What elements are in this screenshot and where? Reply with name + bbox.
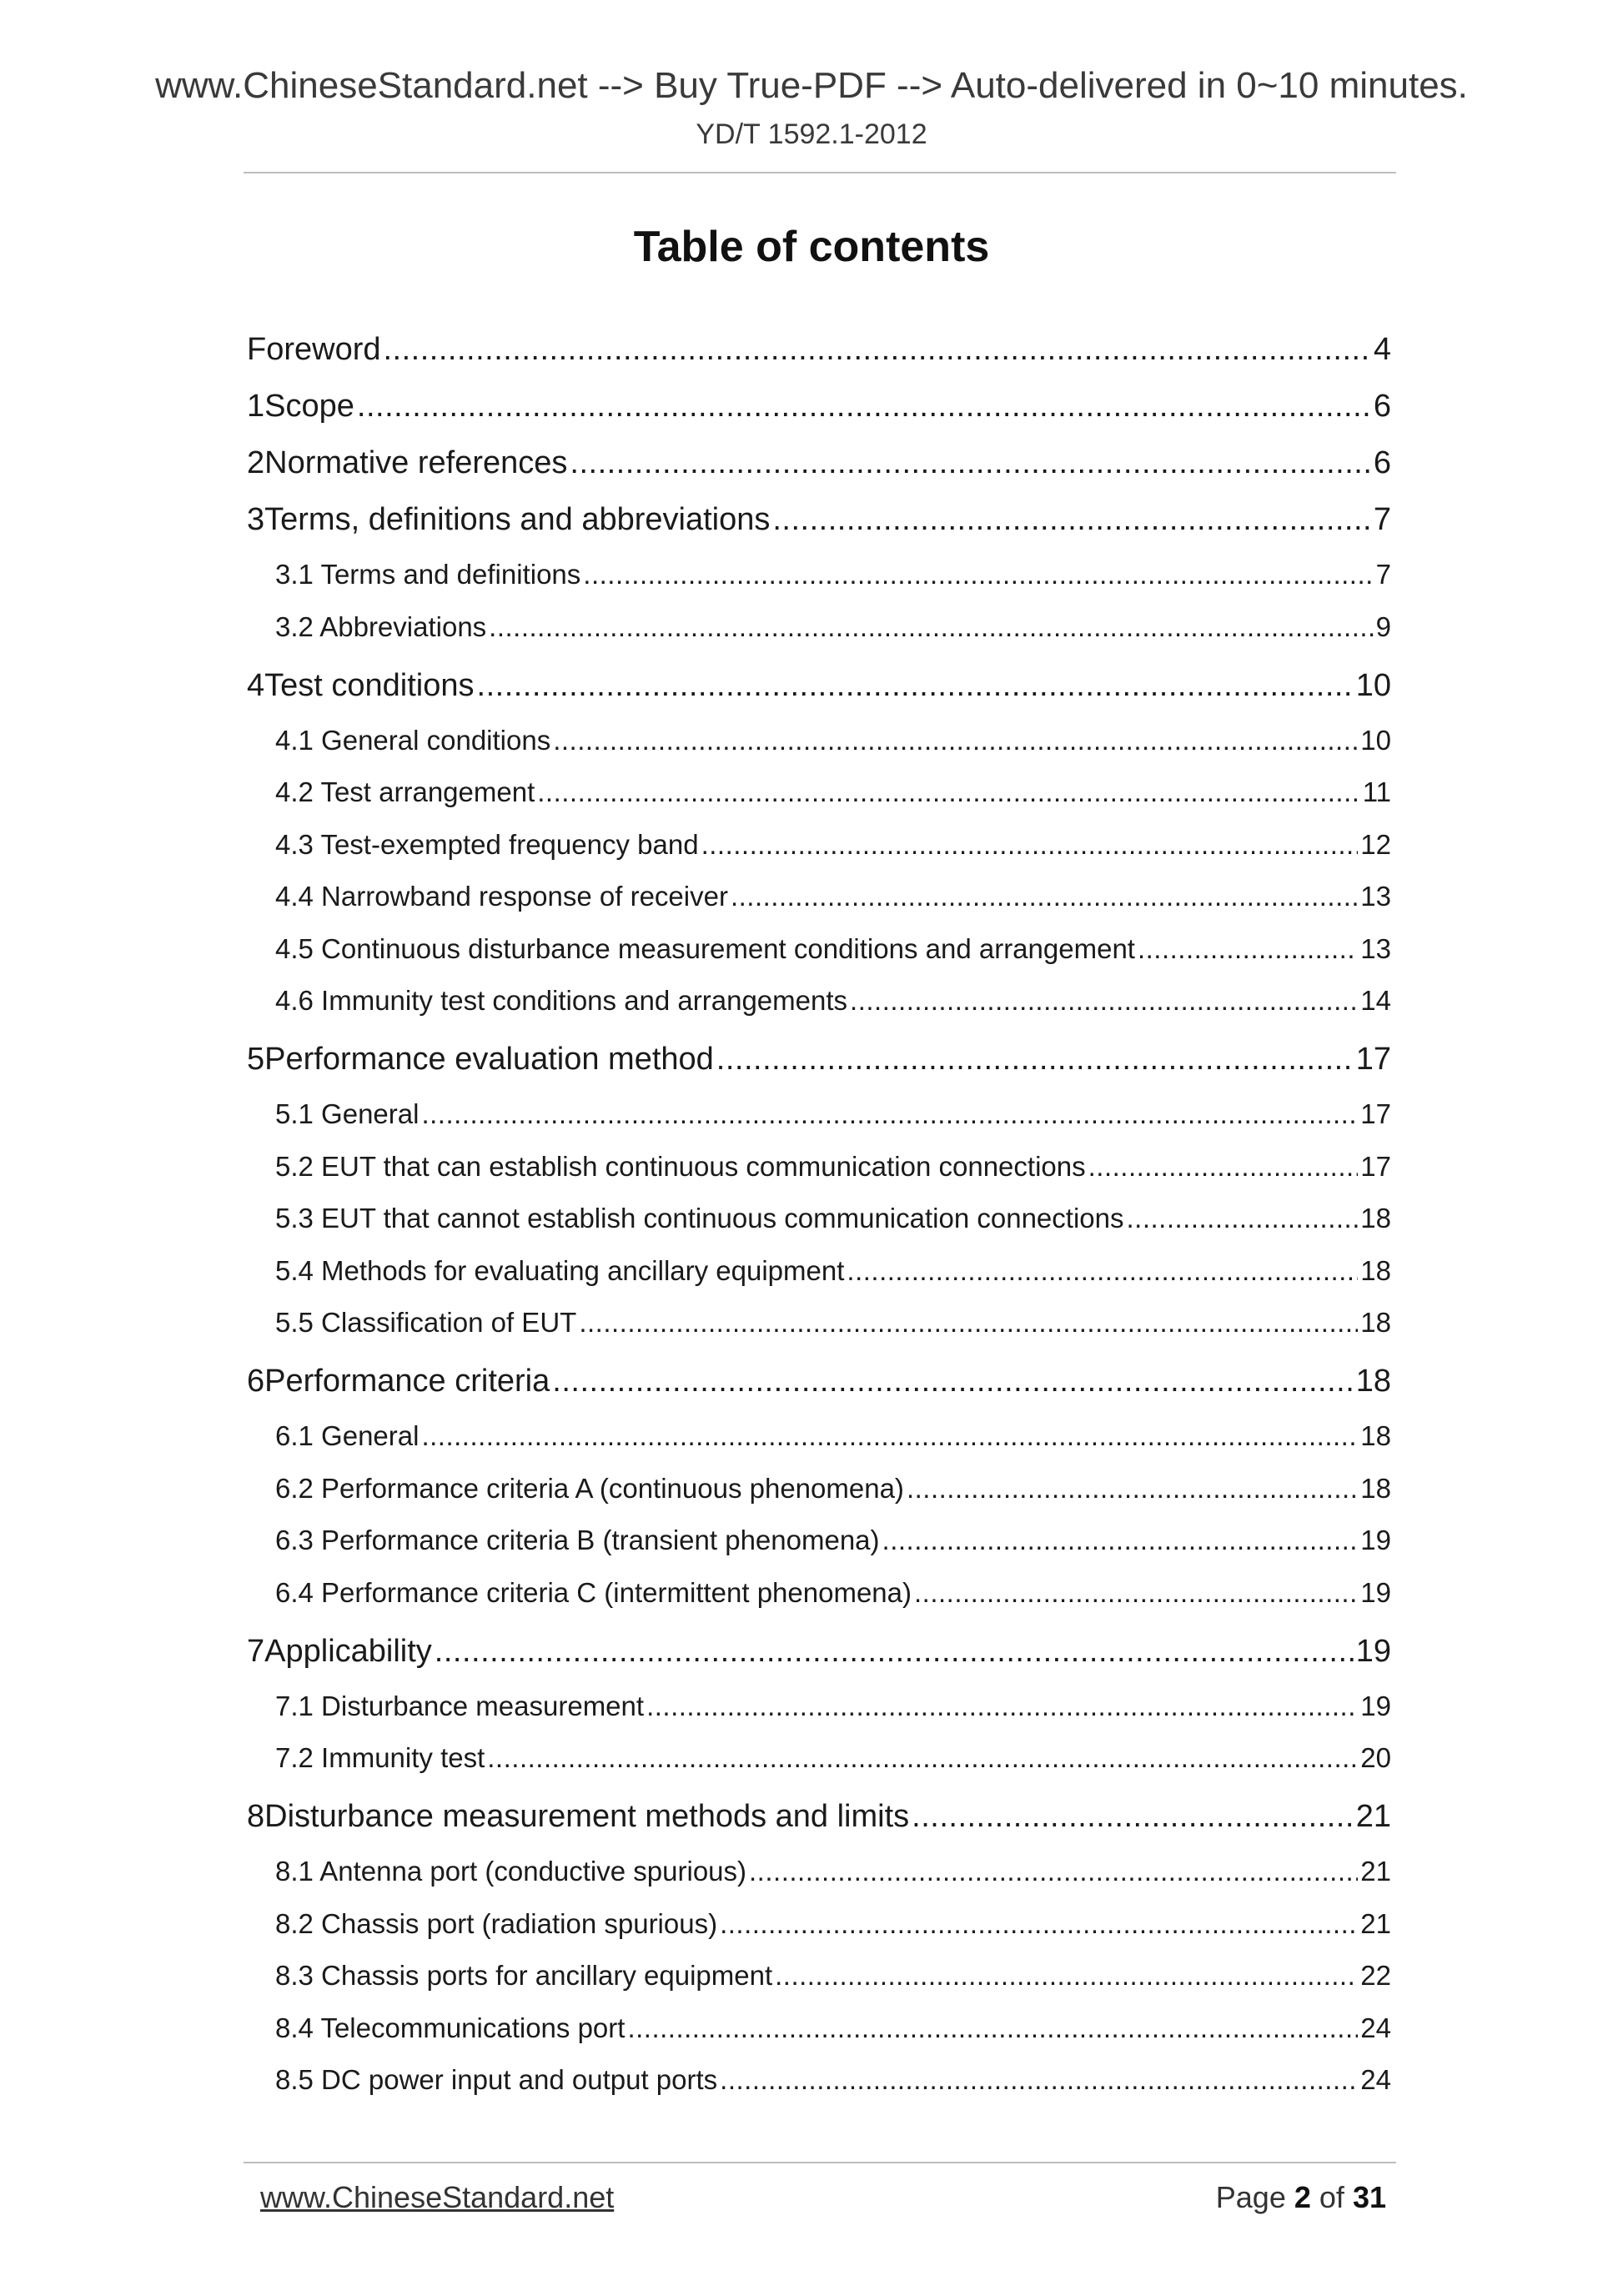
toc-entry-number: 8	[247, 1799, 265, 1834]
toc-leader-dots	[552, 1364, 1353, 1399]
toc-entry-page: 17	[1360, 1098, 1391, 1129]
toc-leader-dots	[583, 559, 1373, 590]
page-number	[1216, 2180, 1386, 2215]
toc-entry-page: 24	[1360, 2012, 1391, 2043]
toc-entry-label: Terms, definitions and abbreviations	[264, 502, 771, 537]
toc-leader-dots	[1088, 1151, 1359, 1183]
toc-entry[interactable]	[247, 2012, 1391, 2044]
toc-leader-dots	[701, 829, 1359, 861]
toc-entry[interactable]	[247, 1960, 1391, 1992]
toc-leader-dots	[537, 776, 1359, 808]
toc-entry[interactable]	[247, 829, 1391, 861]
toc-entry-page: 7	[1375, 559, 1391, 590]
toc-leader-dots	[477, 668, 1354, 704]
toc-entry[interactable]	[247, 1577, 1391, 1609]
toc-entry-page: 21	[1360, 1907, 1391, 1939]
toc-entry[interactable]	[247, 881, 1391, 912]
toc-entry-page: 18	[1360, 1203, 1391, 1233]
toc-entry-page: 18	[1360, 1420, 1391, 1451]
toc-leader-dots	[1138, 933, 1358, 965]
footer-website-link[interactable]: www.ChineseStandard.net	[260, 2180, 615, 2214]
toc-entry-page: 19	[1360, 1525, 1391, 1555]
toc-entry-page: 20	[1360, 1742, 1391, 1773]
toc-entry-page: 18	[1355, 1364, 1391, 1399]
toc-leader-dots	[847, 1255, 1358, 1287]
toc-entry-page: 7	[1373, 502, 1391, 537]
toc-entry-number: 5	[247, 1042, 265, 1077]
page-of: of	[1319, 2180, 1344, 2214]
toc-entry[interactable]	[247, 725, 1391, 756]
toc-leader-dots	[579, 1307, 1358, 1339]
toc-entry-label: 4.2 Test arrangement	[275, 776, 535, 807]
toc-leader-dots	[716, 1042, 1354, 1078]
toc-entry[interactable]	[247, 1098, 1391, 1130]
toc-entry-label: 8.4 Telecommunications port	[275, 2012, 626, 2043]
toc-entry-page: 14	[1360, 985, 1391, 1016]
toc-entry-label: 5.2 EUT that can establish continuous communication connections	[275, 1150, 1086, 1182]
toc-leader-dots	[749, 1856, 1358, 1887]
toc-entry-page: 18	[1360, 1254, 1391, 1286]
toc-entry-page: 19	[1360, 1576, 1391, 1608]
toc-leader-dots	[570, 445, 1370, 481]
toc-entry-page: 19	[1360, 1690, 1391, 1721]
toc-entry[interactable]	[247, 776, 1391, 808]
toc-entry[interactable]	[247, 389, 1391, 425]
toc-leader-dots	[384, 332, 1371, 368]
toc-entry[interactable]	[247, 502, 1391, 538]
toc-entry-label: 4.4 Narrowband response of receiver	[275, 881, 728, 912]
toc-entry-number: 2	[247, 445, 265, 480]
toc-entry-label: Performance criteria	[264, 1364, 550, 1399]
page-title: Table of contents	[633, 223, 990, 271]
toc-leader-dots	[912, 1799, 1354, 1835]
toc-entry-label: 6.3 Performance criteria B (transient phenomena)	[275, 1525, 880, 1555]
toc-entry-number: 3	[247, 502, 265, 537]
toc-entry-page: 6	[1373, 445, 1391, 480]
toc-entry-label: 5.3 EUT that cannot establish continuous communication connections	[275, 1203, 1124, 1233]
toc-entry-number: 1	[247, 389, 265, 424]
toc-entry[interactable]	[247, 933, 1391, 965]
toc-entry-page: 4	[1373, 332, 1391, 367]
toc-entry[interactable]	[247, 1908, 1391, 1940]
toc-leader-dots	[731, 881, 1358, 912]
header-divider	[244, 172, 1396, 173]
toc-entry[interactable]	[247, 1742, 1391, 1774]
toc-entry[interactable]	[247, 1203, 1391, 1234]
toc-leader-dots	[850, 985, 1358, 1017]
toc-leader-dots	[553, 725, 1358, 756]
toc-entry[interactable]	[247, 2064, 1391, 2096]
page-total: 31	[1352, 2180, 1386, 2214]
toc-entry-page: 13	[1360, 932, 1391, 964]
toc-entry[interactable]	[247, 1255, 1391, 1287]
toc-leader-dots	[435, 1634, 1354, 1670]
toc-entry-label: 8.2 Chassis port (radiation spurious)	[275, 1907, 718, 1939]
toc-entry-label: Applicability	[264, 1633, 432, 1669]
toc-entry-page: 10	[1360, 724, 1391, 756]
toc-leader-dots	[627, 2012, 1358, 2044]
toc-entry-label: 6.1 General	[275, 1420, 420, 1451]
toc-entry-number: 6	[247, 1364, 265, 1399]
page-label: Page	[1215, 2180, 1286, 2214]
toc-leader-dots	[1127, 1203, 1359, 1234]
toc-entry[interactable]	[247, 1042, 1391, 1078]
toc-entry[interactable]	[247, 1420, 1391, 1452]
toc-entry-label: Performance evaluation method	[264, 1042, 714, 1077]
toc-entry-page: 22	[1360, 1960, 1391, 1991]
toc-entry[interactable]	[247, 1364, 1391, 1399]
toc-leader-dots	[914, 1577, 1358, 1609]
toc-entry-label: 7.2 Immunity test	[275, 1742, 485, 1773]
toc-leader-dots	[646, 1691, 1358, 1722]
toc-entry-label: Scope	[264, 389, 354, 424]
toc-entry-label: 7.1 Disturbance measurement	[275, 1690, 645, 1721]
toc-entry[interactable]	[247, 1856, 1391, 1887]
toc-entry[interactable]	[247, 559, 1391, 590]
toc-entry[interactable]	[247, 1525, 1391, 1556]
toc-entry-page: 21	[1360, 1856, 1391, 1887]
toc-entry-label: 5.5 Classification of EUT	[275, 1307, 577, 1338]
toc-entry-label: 3.1 Terms and definitions	[275, 559, 581, 590]
toc-leader-dots	[489, 611, 1373, 643]
page-current: 2	[1294, 2180, 1311, 2214]
toc-entry-label: 5.1 General	[275, 1098, 420, 1129]
toc-entry[interactable]	[247, 332, 1391, 368]
toc-entry-label: 8.3 Chassis ports for ancillary equipment	[275, 1960, 773, 1991]
toc-entry-page: 19	[1355, 1633, 1391, 1669]
toc-entry[interactable]	[247, 668, 1391, 704]
toc-entry-label: Foreword	[247, 332, 381, 367]
toc-entry[interactable]	[247, 1307, 1391, 1339]
toc-leader-dots	[357, 389, 1371, 425]
toc-entry-label: 6.4 Performance criteria C (intermittent phenomena)	[275, 1576, 912, 1608]
toc-entry-label: 3.2 Abbreviations	[275, 610, 487, 642]
toc-leader-dots	[907, 1473, 1358, 1505]
toc-entry-page: 17	[1355, 1042, 1391, 1077]
toc-entry[interactable]	[247, 611, 1391, 643]
toc-leader-dots	[720, 2064, 1358, 2096]
toc-entry-number: 4	[247, 667, 265, 703]
footer-divider	[244, 2162, 1396, 2163]
toc-entry-page: 10	[1355, 667, 1391, 703]
toc-entry-page: 12	[1360, 828, 1391, 860]
toc-leader-dots	[772, 502, 1371, 538]
toc-leader-dots	[421, 1420, 1358, 1452]
toc-entry-page: 18	[1360, 1307, 1391, 1338]
toc-entry-page: 24	[1360, 2064, 1391, 2095]
header-banner: www.ChineseStandard.net --> Buy True-PDF --> Auto-delivered in 0~10 minutes.	[155, 65, 1468, 106]
toc-entry[interactable]	[247, 1473, 1391, 1505]
toc-entry-label: 6.2 Performance criteria A (continuous phenomena)	[275, 1472, 904, 1504]
toc-leader-dots	[882, 1525, 1359, 1556]
toc-entry[interactable]	[247, 445, 1391, 481]
toc-entry-label: 4.1 General conditions	[275, 724, 551, 756]
toc-leader-dots	[487, 1742, 1358, 1774]
toc-entry-page: 17	[1360, 1150, 1391, 1182]
toc-entry-label: 8.1 Antenna port (conductive spurious)	[275, 1856, 747, 1887]
toc-entry-label: 5.4 Methods for evaluating ancillary equipment	[275, 1254, 845, 1286]
toc-entry[interactable]	[247, 985, 1391, 1017]
toc-entry-page: 13	[1360, 881, 1391, 912]
toc-entry-label: Test conditions	[264, 667, 475, 703]
toc-entry-label: Normative references	[264, 445, 568, 480]
toc-leader-dots	[775, 1960, 1358, 1992]
toc-leader-dots	[421, 1098, 1358, 1130]
toc-entry-label: 4.3 Test-exempted frequency band	[275, 828, 699, 860]
toc-entry-page: 9	[1375, 610, 1391, 642]
toc-entry-page: 21	[1355, 1799, 1391, 1834]
toc-leader-dots	[720, 1908, 1358, 1940]
toc-entry[interactable]	[247, 1151, 1391, 1183]
standard-code: YD/T 1592.1-2012	[696, 118, 927, 150]
toc-entry[interactable]	[247, 1691, 1391, 1722]
toc-entry-label: 4.5 Continuous disturbance measurement conditions and arrangement	[275, 932, 1135, 964]
toc-entry-label: 4.6 Immunity test conditions and arrangements	[275, 985, 848, 1016]
toc-entry-number: 7	[247, 1633, 265, 1669]
toc-entry-page: 11	[1362, 776, 1391, 807]
toc-entry-label: 8.5 DC power input and output ports	[275, 2064, 718, 2095]
toc-entry[interactable]	[247, 1799, 1391, 1835]
toc-entry-label: Disturbance measurement methods and limits	[264, 1799, 910, 1834]
toc-entry-page: 6	[1373, 389, 1391, 424]
toc-entry-page: 18	[1360, 1472, 1391, 1504]
toc-entry[interactable]	[247, 1634, 1391, 1670]
